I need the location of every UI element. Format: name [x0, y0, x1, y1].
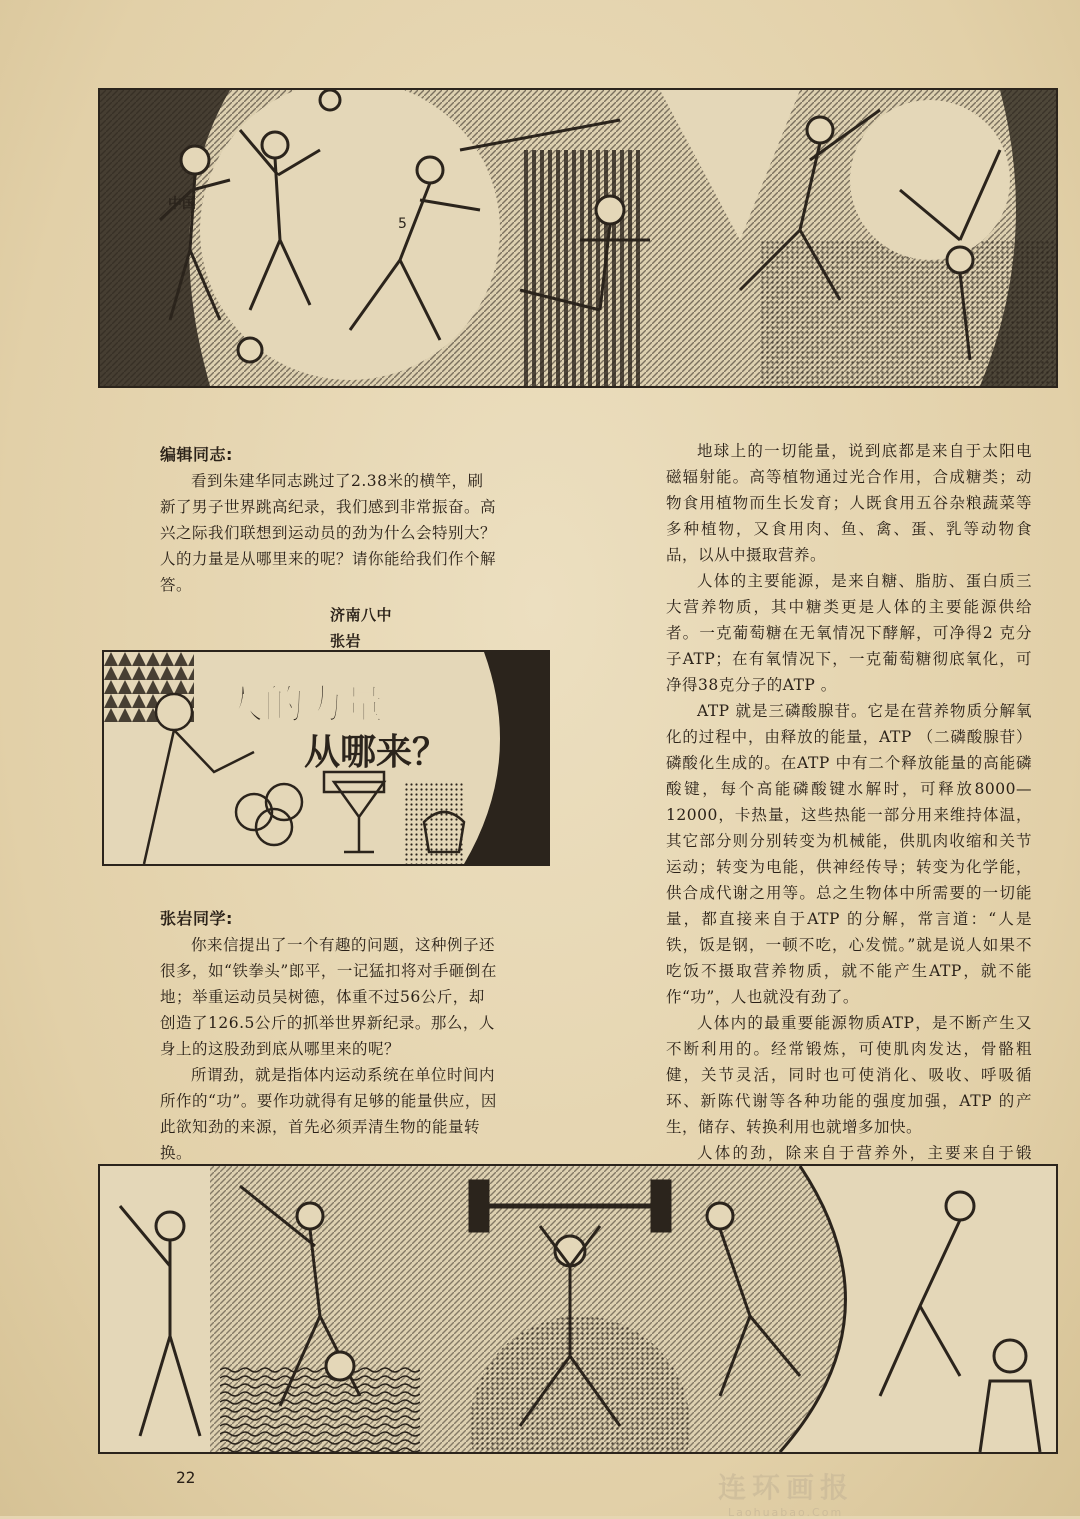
- reply-salutation: 张岩同学:: [160, 909, 233, 928]
- top-sports-illustration: [98, 88, 1058, 388]
- site-watermark: [718, 1466, 854, 1519]
- title-illustration: [102, 650, 550, 866]
- title-line-1: 人的力量: [224, 682, 384, 728]
- page-number: 22: [176, 1468, 196, 1487]
- reply-paragraph: 你来信提出了一个有趣的问题，这种例子还很多，如“铁拳头”郎平，一记猛扣将对手砸倒在地；举重运动员吴树德，体重不过56公斤，却创造了126.5公斤的抓举世界新纪录。那么，人身上的这股劲到底从哪里来的呢？: [160, 936, 497, 1058]
- letter-salutation: 编辑同志:: [160, 445, 233, 464]
- reply-paragraph: 所谓劲，就是指体内运动系统在单位时间内所作的“功”。要作功就得有足够的能量供应，因此欲知劲的来源，首先必须弄清生物的能量转换。: [160, 1066, 497, 1162]
- article-right-column: [666, 438, 1032, 1218]
- bottom-sports-illustration: [98, 1164, 1058, 1454]
- editor-reply: [160, 906, 498, 1166]
- title-line-2: 从哪来？: [304, 732, 449, 773]
- letter-body: 看到朱建华同志跳过了2.38米的横竿，刷新了男子世界跳高纪录，我们感到非常振奋。高兴之际我们联想到运动员的劲为什么会特别大？人的力量是从哪里来的呢？请你能给我们作个解答。: [160, 472, 497, 594]
- jersey-number: 5: [398, 216, 407, 232]
- reader-letter: [160, 442, 498, 654]
- watermark-url: Laohuabao.Com: [728, 1506, 844, 1519]
- article-paragraph: 人体内的最重要能源物质ATP，是不断产生又不断利用的。经常锻炼，可使肌肉发达，骨骼粗健，关节灵活，同时也可使消化、吸收、呼吸循环、新陈代谢等各种功能的强度加强，ATP 的产生，储存、转换利用也就增多加快。: [666, 1014, 1032, 1136]
- signature-school: 济南八中: [330, 606, 393, 624]
- article-paragraph: 人体的劲，除来自于营养外，主要来自于锻: [697, 1144, 1032, 1162]
- signature-name: 张岩: [330, 632, 362, 650]
- article-paragraph: 地球上的一切能量，说到底都是来自于太阳电磁辐射能。高等植物通过光合作用，合成糖类；动物食用植物而生长发育；人既食用五谷杂粮蔬菜等多种植物，又食用肉、鱼、禽、蛋、乳等动物食品，以从中摄取营养。: [666, 442, 1032, 564]
- watermark-logo-text: 连环画报: [718, 1471, 855, 1504]
- article-paragraph: 人体的主要能源，是来自糖、脂肪、蛋白质三大营养物质，其中糖类更是人体的主要能源供给者。一克葡萄糖在无氧情况下酵解，可净得2 克分子ATP；在有氧情况下，一克葡萄糖彻底氧化，可净得38克分子的ATP 。: [666, 572, 1032, 694]
- article-paragraph: ATP 就是三磷酸腺苷。它是在营养物质分解氧化的过程中，由释放的能量，ATP （二磷酸腺苷）磷酸化生成的。在ATP 中有二个释放能量的高能磷酸键，每个高能磷酸键水解时，可释放8000—12000，卡热量，这些热能一部分用来维持体温，其它部分则分别转变为机械能，供肌肉收缩和关节运动；转变为电能，供神经传导；转变为化学能，供合成代谢之用等。总之生物体中所需要的一切能量，都直接来自于ATP 的分解，常言道：“人是铁，饭是钢，一顿不吃，心发慌。”就是说人如果不吃饭不摄取营养物质，就不能产生ATP，就不能作“功”，人也就没有劲了。: [666, 702, 1032, 1006]
- letter-signature: [160, 602, 498, 654]
- jersey-china-text: 中国: [168, 196, 196, 212]
